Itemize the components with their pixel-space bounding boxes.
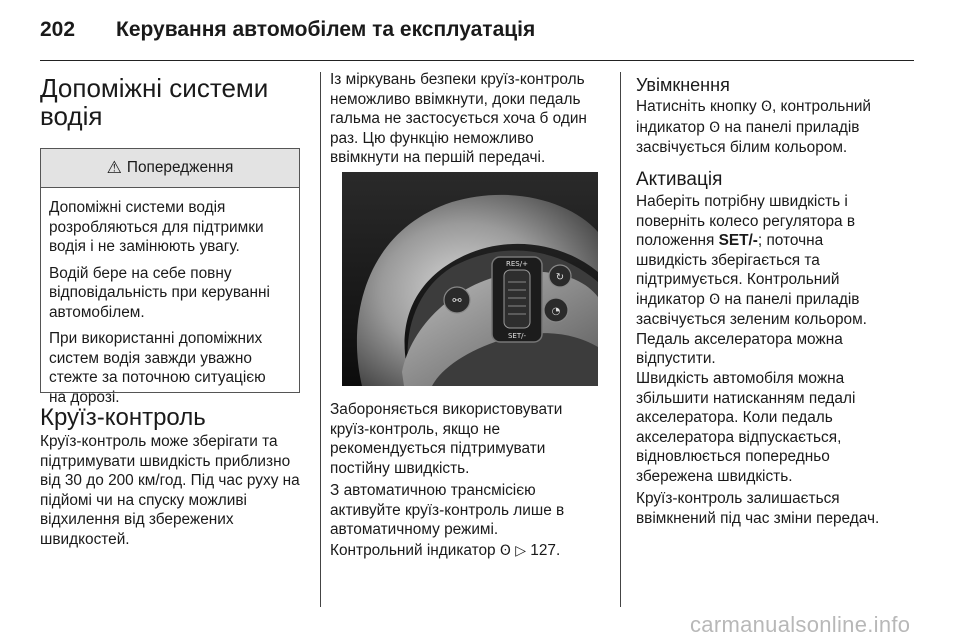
indicator-reference-paragraph: Контрольний індикатор ʘ ▷ 127.	[330, 542, 561, 559]
watermark: carmanualsonline.info	[690, 612, 911, 637]
res-label: RES/+	[506, 260, 528, 268]
subsection-title-activation: Активація	[636, 169, 723, 190]
header-divider	[40, 60, 914, 61]
warning-paragraph-3: При використанні допоміжних систем водія завжди уважно стежте за поточною ситуацією на дорозі.	[49, 330, 266, 406]
automatic-transmission-paragraph: З автоматичною трансмісією активуйте круїз-контроль лише в автоматичному режимі.	[330, 482, 565, 538]
cruise-onoff-icon: ↻	[555, 272, 565, 283]
gear-change-paragraph: Круїз-контроль залишається ввімкнений під час зміни передач.	[636, 490, 880, 527]
column-divider-2	[620, 72, 621, 607]
page-reference[interactable]: 127.	[530, 542, 561, 559]
cancel-cruise-icon: ⚯	[452, 294, 462, 307]
cruise-indicator-icon: ʘ	[709, 291, 721, 308]
cruise-intro-paragraph: Круїз-контроль може зберігати та підтримувати швидкість приблизно від 30 до 200 км/год. Під час руху на підйомі чи на спуску можливі відхилення від збережених швидкостей.	[40, 433, 300, 548]
speed-increase-paragraph: Швидкість автомобіля можна збільшити натисканням педалі акселератора. Коли педаль акселератора відпускається, відновлюється попередньо збережена швидкість.	[636, 370, 856, 485]
warning-paragraph-1: Допоміжні системи водія розробляються для підтримки водія і не замінюють увагу.	[49, 199, 264, 255]
warning-triangle-icon: ⚠	[106, 158, 122, 177]
cruise-indicator-icon: ʘ	[499, 543, 511, 559]
section-title-cruise-control: Круїз-контроль	[40, 404, 206, 431]
warning-paragraph-2: Водій бере на себе повну відповідальність при керуванні автомобілем.	[49, 264, 270, 321]
activation-paragraph: Наберіть потрібну швидкість і поверніть колесо регулятора в положення SET/-; поточна швидкість зберігається та підтримується. Контрольний індикатор ʘ на панелі приладів засвічується зеленим кольором. Педаль акселератора можна відпустити.	[636, 193, 867, 367]
page-header	[40, 10, 910, 50]
page-reference-arrow-icon: ▷	[515, 543, 526, 559]
chapter-title: Керування автомобілем та експлуатація	[116, 18, 536, 41]
cruise-indicator-icon: ʘ	[709, 119, 721, 136]
set-label: SET/-	[507, 332, 527, 340]
switch-on-paragraph: Натисніть кнопку ʘ, контрольний індикатор ʘ на панелі приладів засвічується білим кольором.	[636, 98, 872, 156]
column-divider-1	[320, 72, 321, 607]
page-number: 202	[40, 18, 76, 41]
section-title-driver-assistance: Допоміжні системи водія	[40, 73, 269, 131]
steering-wheel-controls-image	[342, 172, 598, 386]
speed-limiter-icon: ◔	[551, 306, 561, 317]
subsection-title-switch-on: Увімкнення	[636, 75, 730, 95]
safety-paragraph: Із міркувань безпеки круїз-контроль неможливо ввімкнути, доки педаль гальма не застосується хоча б один раз. Цю функцію неможливо ввімкнути на першій передачі.	[330, 71, 587, 166]
warning-title: Попередження	[126, 159, 234, 176]
warning-header	[41, 149, 299, 188]
warning-box	[40, 148, 300, 406]
cruise-button-icon: ʘ	[760, 99, 772, 115]
warning-note-paragraph: Забороняється використовувати круїз-контроль, якщо не рекомендується підтримувати постійну швидкість.	[330, 401, 563, 477]
